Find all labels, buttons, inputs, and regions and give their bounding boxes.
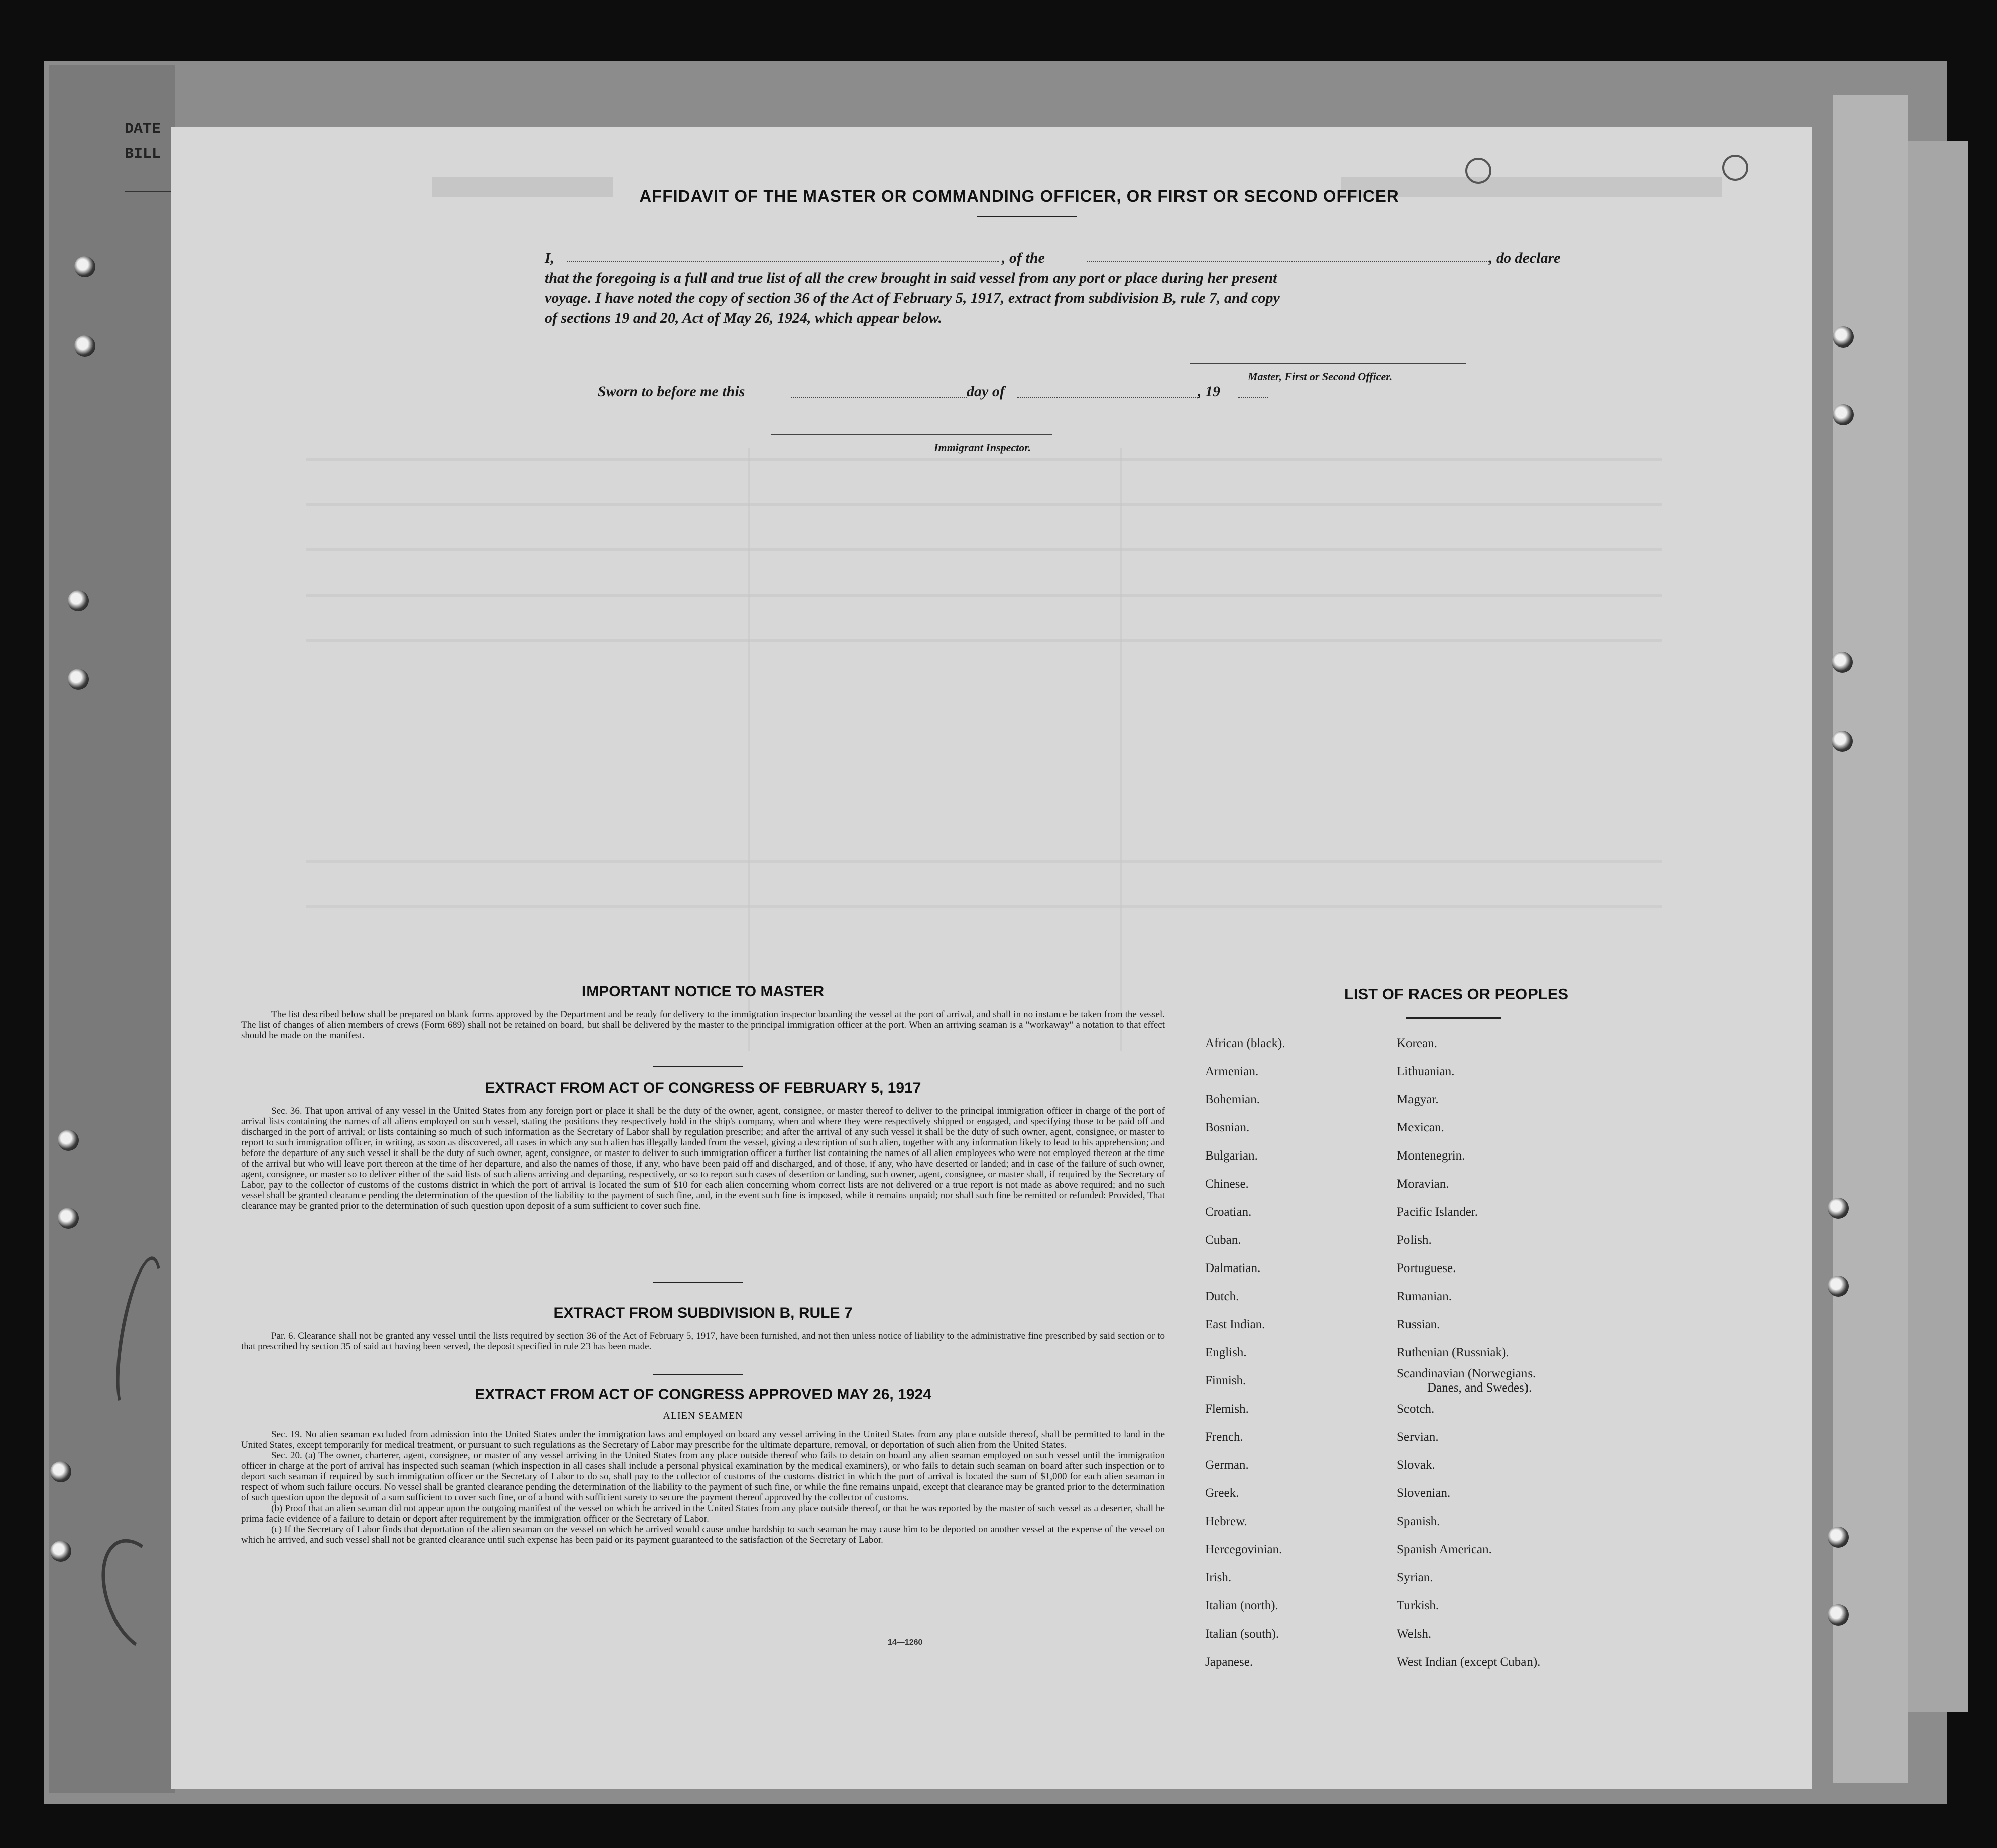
notice-paragraph: The list described below shall be prepared on blank forms approved by the Department and be ready for delivery to the immigration inspector boarding the vessel at the port of arrival, and shall in no instance be taken from the vessel. The list of changes of alien members of crews (Form 689) shall not be retained on board, but shall be delivered by the master to the principal immigration officer at the port. When an arriving seaman is a "workaway" a notation to that effect should be made on the manifest. (241, 1009, 1165, 1041)
bleed-through (1120, 448, 1122, 1051)
race-item: French. (1205, 1430, 1243, 1444)
race-item: Lithuanian. (1397, 1065, 1455, 1078)
bleed-through (306, 548, 1662, 551)
form-number: 14—1260 (888, 1638, 923, 1647)
bleed-through (306, 458, 1662, 461)
stub-date-label: DATE (125, 121, 161, 138)
race-item: Ruthenian (Russniak). (1397, 1346, 1509, 1359)
day-of-label: day of (967, 383, 1005, 400)
vessel-blank[interactable] (1087, 261, 1489, 262)
par6-paragraph: Par. 6. Clearance shall not be granted any vessel until the lists required by section 36 of the Act of February 5, 1917, have been furnished, and not then unless notice of liability to the administrative fine prescribed by said section or to that prescribed by section 35 of said act having been served, the deposit specified in rule 23 has been made. (241, 1331, 1165, 1352)
sworn-year-blank[interactable] (1238, 397, 1268, 398)
bleed-through (748, 448, 750, 1051)
sec20c-paragraph: (c) If the Secretary of Labor finds that deportation of the alien seaman on the vessel on which he arrived would cause undue hardship to such seaman he may cause him to be deported on another vessel at the expense of the vessel on which he arrived, and such vessel shall not be granted clearance until such expense has been paid or its payment guaranteed to the satisfaction of the Secretary of Labor. (241, 1524, 1165, 1545)
punch-hole (74, 335, 95, 357)
punch-hole (1832, 652, 1853, 673)
punch-hole (1833, 326, 1854, 348)
extract-1924-text (241, 1429, 1165, 1545)
sec19-paragraph: Sec. 19. No alien seaman excluded from admission into the United States under the immigration laws and employed on board any vessel arriving in the United States from any place outside thereof, shall be permitted to land in the United States, except temporarily for medical treatment, or pursuant to such regulations as the Secretary of Labor may prescribe for the ultimate departure, removal, or deportation of such alien from the United States. (241, 1429, 1165, 1450)
punch-ring (1722, 155, 1748, 181)
race-item: Scotch. (1397, 1402, 1435, 1416)
master-signature-line[interactable] (1190, 363, 1466, 364)
races-rule (1406, 1017, 1501, 1019)
left-stub-sheet (49, 65, 175, 1793)
race-item: Armenian. (1205, 1065, 1259, 1078)
punch-hole (1828, 1198, 1849, 1219)
punch-hole (1828, 1527, 1849, 1548)
title-rule (977, 216, 1077, 217)
sec20a-paragraph: Sec. 20. (a) The owner, charterer, agent, consignee, or master of any vessel arriving in the United States from any place outside thereof who fails to detain on board any alien seaman employed on such vessel until the immigration officer in charge at the port of arrival has inspected such seaman (which inspection in all cases shall include a personal physical examination by the medical examiners), or who fails to detain such seaman on board after such inspection or to deport such seaman if required by such immigration officer or the Secretary of Labor to do so, shall pay to the collector of customs of the customs district in which the port of arrival is located the sum of $1,000 for each alien seaman in respect of whom such failure occurs. No vessel shall be granted clearance pending the determination of the liability to the payment of such fine, or while the fine remains unpaid, except that clearance may be granted prior to the determination of such question upon the deposit of a sum sufficient to cover such fine, or of a bond with sufficient surety to secure the payment thereof approved by the collector of customs. (241, 1450, 1165, 1503)
sworn-label: Sworn to before me this (598, 383, 745, 400)
stub-bill-label: BILL (125, 146, 161, 163)
race-item: Slovak. (1397, 1458, 1435, 1472)
extract-rule7-title: EXTRACT FROM SUBDIVISION B, RULE 7 (553, 1305, 853, 1321)
affidavit-title: AFFIDAVIT OF THE MASTER OR COMMANDING OFFICER, OR FIRST OR SECOND OFFICER (639, 187, 1399, 205)
affidavit-of-the: , of the (1002, 250, 1045, 266)
race-item: Irish. (1205, 1571, 1232, 1584)
affidavit-line4: of sections 19 and 20, Act of May 26, 1924, which appear below. (545, 310, 943, 326)
affidavit-i: I, (545, 250, 555, 266)
notice-text (241, 1009, 1165, 1041)
extract-1917-text (241, 1106, 1165, 1211)
punch-hole (68, 590, 89, 611)
punch-hole (74, 256, 95, 277)
sec20b-paragraph: (b) Proof that an alien seaman did not appear upon the outgoing manifest of the vessel on which he arrived in the United States from any place outside thereof, or that he was reported by the master of such vessel as a deserter, shall be prima facie evidence of a failure to detain or deport after requirement by the immigration officer or the Secretary of Labor. (241, 1503, 1165, 1524)
race-item: Bulgarian. (1205, 1149, 1258, 1163)
punch-hole (1828, 1276, 1849, 1297)
section-rule (653, 1374, 743, 1375)
race-item: Mexican. (1397, 1121, 1444, 1134)
race-item: Dalmatian. (1205, 1261, 1261, 1275)
race-item: Spanish American. (1397, 1543, 1492, 1556)
bleed-through (306, 503, 1662, 506)
punch-hole (50, 1461, 71, 1482)
stub-rule (125, 191, 175, 192)
notice-title: IMPORTANT NOTICE TO MASTER (581, 983, 825, 1000)
inspector-caption: Immigrant Inspector. (934, 441, 1031, 454)
punch-hole (58, 1208, 79, 1229)
race-item: Turkish. (1397, 1599, 1439, 1612)
race-item: Portuguese. (1397, 1261, 1456, 1275)
race-item: Cuban. (1205, 1233, 1241, 1247)
punch-hole (1832, 731, 1853, 752)
sec36-paragraph: Sec. 36. That upon arrival of any vessel in the United States from any foreign port or place it shall be the duty of the owner, agent, consignee, or master thereof to deliver to the principal immigration officer in charge of the port of arrival lists containing the names of all aliens employed on such vessel, stating the positions they respectively hold in the ship's company, when and where they were respectively shipped or engaged, and specifying those to be paid off and discharged in the port of arrival; or lists containing so much of such information as the Secretary of Labor shall by regulation prescribe; and after the arrival of any such vessel it shall be the duty of such owner, agent, consignee, or master to report to such immigration officer, in writing, as soon as discovered, all cases in which any such alien has illegally landed from the vessel, giving a description of such alien, together with any information likely to lead to his apprehension; and before the departure of any such vessel it shall be the duty of such owner, agent, consignee, or master to deliver to such immigration officer a further list containing the names of all alien employees who were not employed thereon at the time of the arrival but who will leave port thereon at the time of her departure, and also the names of those, if any, who have been paid off and discharged, and of those, if any, who have deserted or landed; and in case of the failure of such owner, agent, consignee, or master so to deliver either of the said lists of such aliens arriving and departing, respectively, or so to report such cases of desertion or landing, such owner, agent, consignee, or master shall, if required by the Secretary of Labor, pay to the collector of customs of the customs district in which the port of arrival is located the sum of $10 for each alien concerning whom correct lists are not delivered or a true report is not made as above required; and no such vessel shall be granted clearance pending the determination of the question of the liability to the payment of such fine, and, in the event such fine is imposed, while it remains unpaid; nor shall such fine be remitted or refunded: Provided, That clearance may be granted prior to the determination of such question upon deposit of a sum sufficient to cover such fine. (241, 1106, 1165, 1211)
race-item: Russian. (1397, 1318, 1440, 1331)
race-item: Flemish. (1205, 1402, 1249, 1416)
race-item: Japanese. (1205, 1655, 1253, 1669)
master-caption: Master, First or Second Officer. (1248, 370, 1393, 383)
race-item: Moravian. (1397, 1177, 1449, 1191)
bleed-through (306, 594, 1662, 597)
race-item: Hercegovinian. (1205, 1543, 1282, 1556)
race-item-continuation: Danes, and Swedes). (1427, 1381, 1532, 1395)
affidavit-line2: that the foregoing is a full and true list of all the crew brought in said vessel from any port or place during her present (545, 270, 1277, 286)
race-item: Pacific Islander. (1397, 1205, 1478, 1219)
affidavit-declare: , do declare (1489, 250, 1561, 266)
sworn-month-blank[interactable] (1017, 397, 1200, 398)
race-item: Servian. (1397, 1430, 1439, 1444)
race-item: Greek. (1205, 1486, 1239, 1500)
races-column-1 (1205, 1029, 1285, 1676)
race-item (1397, 1367, 1540, 1395)
punch-hole (68, 669, 89, 690)
races-title: LIST OF RACES OR PEOPLES (1344, 985, 1569, 1003)
race-item: Welsh. (1397, 1627, 1432, 1641)
race-item: Magyar. (1397, 1093, 1439, 1106)
punch-ring (1465, 158, 1491, 184)
section-rule (653, 1282, 743, 1283)
inspector-signature-line[interactable] (771, 434, 1052, 435)
race-item: Dutch. (1205, 1290, 1239, 1303)
affidavit-line3: voyage. I have noted the copy of section 36 of the Act of February 5, 1917, extract from subdivision B, rule 7, and copy (545, 290, 1280, 306)
race-item: Polish. (1397, 1233, 1432, 1247)
name-blank[interactable] (567, 261, 999, 262)
punch-hole (58, 1130, 79, 1151)
race-item: Finnish. (1205, 1374, 1246, 1388)
race-item: Chinese. (1205, 1177, 1249, 1191)
punch-hole (50, 1541, 71, 1562)
race-item: Hebrew. (1205, 1515, 1247, 1528)
race-item: Italian (north). (1205, 1599, 1278, 1612)
race-item: German. (1205, 1458, 1249, 1472)
race-item: English. (1205, 1346, 1247, 1359)
race-item: Montenegrin. (1397, 1149, 1465, 1163)
extract-1924-title: EXTRACT FROM ACT OF CONGRESS APPROVED MAY 26, 1924 (475, 1386, 931, 1403)
race-item: Croatian. (1205, 1205, 1252, 1219)
punch-hole (1828, 1604, 1849, 1626)
race-item: Korean. (1397, 1036, 1437, 1050)
race-item: Rumanian. (1397, 1290, 1452, 1303)
race-item: Bosnian. (1205, 1121, 1250, 1134)
races-column-2 (1397, 1029, 1540, 1676)
bleed-through (306, 639, 1662, 642)
bleed-through (306, 860, 1662, 863)
race-item: Spanish. (1397, 1515, 1440, 1528)
race-item: Bohemian. (1205, 1093, 1260, 1106)
race-item: Slovenian. (1397, 1486, 1451, 1500)
sworn-day-blank[interactable] (791, 397, 967, 398)
race-item: West Indian (except Cuban). (1397, 1655, 1541, 1669)
alien-seamen-subtitle: ALIEN SEAMEN (663, 1410, 743, 1421)
race-item: African (black). (1205, 1036, 1285, 1050)
race-item: Italian (south). (1205, 1627, 1279, 1641)
extract-1917-title: EXTRACT FROM ACT OF CONGRESS OF FEBRUARY 5, 1917 (485, 1080, 921, 1096)
race-item: East Indian. (1205, 1318, 1265, 1331)
section-rule (653, 1066, 743, 1067)
punch-hole (1833, 404, 1854, 425)
year-label: , 19 (1198, 383, 1220, 400)
bleed-through (306, 905, 1662, 908)
affidavit-page (171, 127, 1812, 1789)
extract-rule7-text (241, 1331, 1165, 1352)
race-item-line: Scandinavian (Norwegians. (1397, 1367, 1536, 1380)
race-item: Syrian. (1397, 1571, 1433, 1584)
